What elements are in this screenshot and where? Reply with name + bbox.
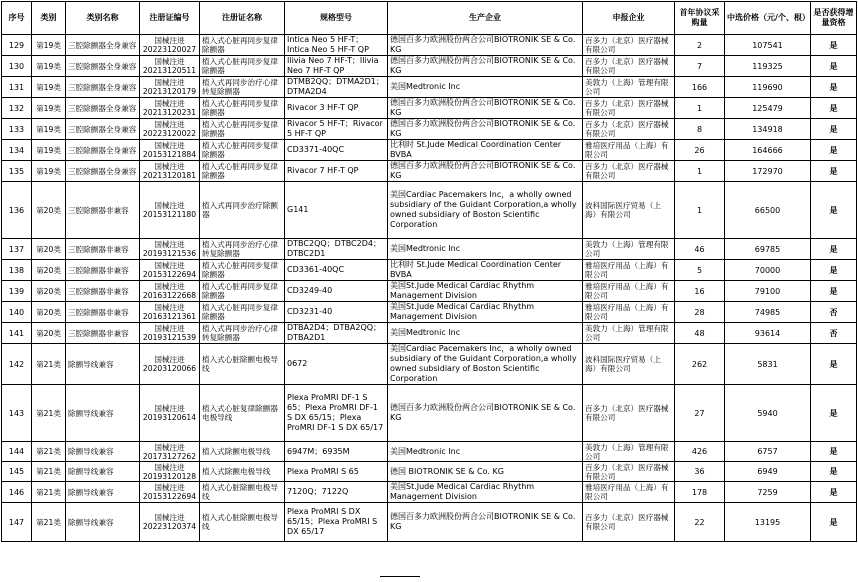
applicant-cell: 美敦力（上海）管理有限公司 (583, 323, 675, 344)
col-category-header: 类别 (32, 2, 66, 35)
category-name-cell: 三腔除颤器非兼容 (66, 302, 140, 323)
qty-cell: 27 (675, 385, 725, 442)
applicant-cell: 雅培医疗用品（上海）有限公司 (583, 140, 675, 161)
increment-cell: 是 (811, 442, 857, 462)
seq-cell: 135 (2, 161, 32, 182)
table-row (2, 302, 857, 323)
col-increment-header: 是否获得增量资格 (811, 2, 857, 35)
category-name-cell: 三腔除颤器全身兼容 (66, 119, 140, 140)
reg-name-cell: 植入式心脏再同步复律除颤器 (200, 56, 285, 77)
table-row (2, 161, 857, 182)
seq-cell: 136 (2, 182, 32, 239)
spec-cell: G141 (285, 182, 388, 239)
price-cell: 107541 (725, 35, 811, 56)
table-row (2, 260, 857, 281)
category-name-cell: 除颤导线兼容 (66, 385, 140, 442)
category-cell: 第21类 (32, 462, 66, 482)
seq-cell: 139 (2, 281, 32, 302)
applicant-cell: 百多力（北京）医疗器械有限公司 (583, 385, 675, 442)
reg-name-cell: 植入式心脏复律除颤器电极导线 (200, 385, 285, 442)
category-cell: 第20类 (32, 323, 66, 344)
seq-cell: 144 (2, 442, 32, 462)
table-row (2, 56, 857, 77)
category-cell: 第19类 (32, 56, 66, 77)
qty-cell: 5 (675, 260, 725, 281)
seq-cell: 134 (2, 140, 32, 161)
reg-name-cell: 植入式除颤电极导线 (200, 462, 285, 482)
spec-cell: Intica Neo 5 HF-T；Intica Neo 5 HF-T QP (285, 35, 388, 56)
applicant-cell: 雅培医疗用品（上海）有限公司 (583, 260, 675, 281)
table-row (2, 140, 857, 161)
qty-cell: 2 (675, 35, 725, 56)
spec-cell: Ilivia Neo 7 HF-T；Ilivia Neo 7 HF-T QP (285, 56, 388, 77)
manufacturer-cell: 德国百多力欧洲股份两合公司BIOTRONIK SE & Co. KG (388, 161, 583, 182)
qty-cell: 166 (675, 77, 725, 98)
category-cell: 第19类 (32, 98, 66, 119)
seq-cell: 141 (2, 323, 32, 344)
increment-cell: 是 (811, 77, 857, 98)
price-cell: 74985 (725, 302, 811, 323)
increment-cell: 是 (811, 161, 857, 182)
spec-cell: DTBA2D4；DTBA2QQ；DTBA2D1 (285, 323, 388, 344)
manufacturer-cell: 比利时 St.Jude Medical Coordination Center BVBA (388, 140, 583, 161)
col-seq-header: 序号 (2, 2, 32, 35)
reg-number-cell: 国械注进 20223120022 (140, 119, 200, 140)
qty-cell: 8 (675, 119, 725, 140)
price-cell: 172970 (725, 161, 811, 182)
applicant-cell: 百多力（北京）医疗器械有限公司 (583, 503, 675, 542)
reg-name-cell: 植入式再同步治疗心律转复除颤器 (200, 239, 285, 260)
price-cell: 5940 (725, 385, 811, 442)
reg-name-cell: 植入式心脏再同步复律除颤器 (200, 140, 285, 161)
reg-name-cell: 植入式心脏再同步复律除颤器 (200, 161, 285, 182)
manufacturer-cell: 德国百多力欧洲股份两合公司BIOTRONIK SE & Co. KG (388, 98, 583, 119)
price-cell: 6949 (725, 462, 811, 482)
reg-name-cell: 植入式再同步治疗心律转复除颤器 (200, 77, 285, 98)
seq-cell: 142 (2, 344, 32, 385)
category-name-cell: 三腔除颤器非兼容 (66, 260, 140, 281)
price-cell: 6757 (725, 442, 811, 462)
header-row (2, 2, 857, 35)
applicant-cell: 百多力（北京）医疗器械有限公司 (583, 98, 675, 119)
category-cell: 第19类 (32, 119, 66, 140)
category-cell: 第20类 (32, 239, 66, 260)
category-cell: 第21类 (32, 385, 66, 442)
price-cell: 5831 (725, 344, 811, 385)
table-row (2, 77, 857, 98)
price-cell: 70000 (725, 260, 811, 281)
table-body (2, 35, 857, 542)
reg-name-cell: 植入式心脏再同步复律除颤器 (200, 281, 285, 302)
table-row (2, 482, 857, 503)
manufacturer-cell: 德国百多力欧洲股份两合公司BIOTRONIK SE & Co. KG (388, 119, 583, 140)
spec-cell: DTMB2QQ；DTMA2D1；DTMA2D4 (285, 77, 388, 98)
applicant-cell: 百多力（北京）医疗器械有限公司 (583, 119, 675, 140)
col-reg-number-header: 注册证编号 (140, 2, 200, 35)
reg-number-cell: 国械注进 20203120066 (140, 344, 200, 385)
category-cell: 第21类 (32, 344, 66, 385)
reg-name-cell: 植入式心脏除颤电极导线 (200, 344, 285, 385)
manufacturer-cell: 美国Medtronic Inc (388, 77, 583, 98)
qty-cell: 1 (675, 182, 725, 239)
reg-number-cell: 国械注进 20213120511 (140, 56, 200, 77)
qty-cell: 7 (675, 56, 725, 77)
table-row (2, 503, 857, 542)
category-name-cell: 三腔除颤器全身兼容 (66, 98, 140, 119)
reg-number-cell: 国械注进 20153122694 (140, 260, 200, 281)
spec-cell: 7120Q；7122Q (285, 482, 388, 503)
reg-name-cell: 植入式再同步治疗除颤器 (200, 182, 285, 239)
increment-cell: 是 (811, 344, 857, 385)
reg-number-cell: 国械注进 20213120181 (140, 161, 200, 182)
increment-cell: 是 (811, 35, 857, 56)
category-cell: 第21类 (32, 503, 66, 542)
table-row (2, 119, 857, 140)
page-break-line (380, 576, 420, 582)
category-name-cell: 三腔除颤器全身兼容 (66, 56, 140, 77)
increment-cell: 是 (811, 140, 857, 161)
applicant-cell: 百多力（北京）医疗器械有限公司 (583, 56, 675, 77)
reg-number-cell: 国械注进 20173127262 (140, 442, 200, 462)
reg-name-cell: 植入式心脏再同步复律除颤器 (200, 98, 285, 119)
procurement-table (1, 1, 857, 542)
qty-cell: 1 (675, 98, 725, 119)
category-name-cell: 三腔除颤器非兼容 (66, 323, 140, 344)
spec-cell: 6947M；6935M (285, 442, 388, 462)
reg-number-cell: 国械注进 20153122694 (140, 482, 200, 503)
category-name-cell: 除颤导线兼容 (66, 442, 140, 462)
applicant-cell: 美敦力（上海）管理有限公司 (583, 77, 675, 98)
increment-cell: 是 (811, 239, 857, 260)
reg-number-cell: 国械注进 20193121536 (140, 239, 200, 260)
price-cell: 164666 (725, 140, 811, 161)
category-cell: 第19类 (32, 140, 66, 161)
reg-number-cell: 国械注进 20193121539 (140, 323, 200, 344)
reg-name-cell: 植入式心脏除颤电极导线 (200, 503, 285, 542)
table-row (2, 323, 857, 344)
reg-name-cell: 植入式心脏再同步复律除颤器 (200, 35, 285, 56)
seq-cell: 145 (2, 462, 32, 482)
table-row (2, 462, 857, 482)
applicant-cell: 百多力（北京）医疗器械有限公司 (583, 462, 675, 482)
category-cell: 第19类 (32, 77, 66, 98)
spec-cell: Rivacor 7 HF-T QP (285, 161, 388, 182)
increment-cell: 是 (811, 182, 857, 239)
col-category-name-header: 类别名称 (66, 2, 140, 35)
col-price-header: 中选价格（元/个、根） (725, 2, 811, 35)
manufacturer-cell: 德国百多力欧洲股份两合公司BIOTRONIK SE & Co. KG (388, 503, 583, 542)
increment-cell: 是 (811, 56, 857, 77)
qty-cell: 426 (675, 442, 725, 462)
table-row (2, 281, 857, 302)
reg-number-cell: 国械注进 20193120614 (140, 385, 200, 442)
price-cell: 66500 (725, 182, 811, 239)
spec-cell: 0672 (285, 344, 388, 385)
seq-cell: 147 (2, 503, 32, 542)
qty-cell: 1 (675, 161, 725, 182)
increment-cell: 是 (811, 462, 857, 482)
col-first-year-qty-header: 首年协议采购量 (675, 2, 725, 35)
reg-name-cell: 植入式再同步治疗心律转复除颤器 (200, 323, 285, 344)
applicant-cell: 波科国际医疗贸易（上海）有限公司 (583, 182, 675, 239)
spec-cell: Plexa ProMRI DF-1 S 65；Plexa ProMRI DF-1 S DX 65/15；Plexa ProMRI DF-1 S DX 65/17 (285, 385, 388, 442)
qty-cell: 28 (675, 302, 725, 323)
seq-cell: 137 (2, 239, 32, 260)
increment-cell: 是 (811, 281, 857, 302)
reg-number-cell: 国械注进 20223120374 (140, 503, 200, 542)
reg-number-cell: 国械注进 20163121361 (140, 302, 200, 323)
category-cell: 第20类 (32, 281, 66, 302)
table-row (2, 344, 857, 385)
table-row (2, 182, 857, 239)
manufacturer-cell: 比利时 St.Jude Medical Coordination Center BVBA (388, 260, 583, 281)
category-name-cell: 除颤导线兼容 (66, 462, 140, 482)
increment-cell: 是 (811, 503, 857, 542)
price-cell: 119690 (725, 77, 811, 98)
seq-cell: 129 (2, 35, 32, 56)
price-cell: 134918 (725, 119, 811, 140)
category-cell: 第20类 (32, 182, 66, 239)
spec-cell: DTBC2QQ；DTBC2D4；DTBC2D1 (285, 239, 388, 260)
table-row (2, 239, 857, 260)
price-cell: 69785 (725, 239, 811, 260)
increment-cell: 否 (811, 323, 857, 344)
seq-cell: 130 (2, 56, 32, 77)
reg-name-cell: 植入式心脏再同步复律除颤器 (200, 260, 285, 281)
applicant-cell: 百多力（北京）医疗器械有限公司 (583, 35, 675, 56)
applicant-cell: 美敦力（上海）管理有限公司 (583, 442, 675, 462)
col-spec-header: 规格型号 (285, 2, 388, 35)
seq-cell: 143 (2, 385, 32, 442)
manufacturer-cell: 美国Medtronic Inc (388, 323, 583, 344)
seq-cell: 140 (2, 302, 32, 323)
increment-cell: 否 (811, 302, 857, 323)
table-row (2, 35, 857, 56)
increment-cell: 是 (811, 260, 857, 281)
applicant-cell: 波科国际医疗贸易（上海）有限公司 (583, 344, 675, 385)
spec-cell: Rivacor 5 HF-T；Rivacor 5 HF-T QP (285, 119, 388, 140)
reg-name-cell: 植入式心脏再同步复律除颤器 (200, 119, 285, 140)
qty-cell: 26 (675, 140, 725, 161)
category-name-cell: 三腔除颤器非兼容 (66, 281, 140, 302)
reg-name-cell: 植入式心脏再同步复律除颤器 (200, 302, 285, 323)
category-name-cell: 三腔除颤器非兼容 (66, 239, 140, 260)
manufacturer-cell: 美国St.Jude Medical Cardiac Rhythm Management Division (388, 281, 583, 302)
seq-cell: 132 (2, 98, 32, 119)
price-cell: 93614 (725, 323, 811, 344)
manufacturer-cell: 美国St.Jude Medical Cardiac Rhythm Management Division (388, 482, 583, 503)
reg-number-cell: 国械注进 20163122668 (140, 281, 200, 302)
spec-cell: CD3231-40 (285, 302, 388, 323)
seq-cell: 133 (2, 119, 32, 140)
qty-cell: 36 (675, 462, 725, 482)
manufacturer-cell: 美国Medtronic Inc (388, 442, 583, 462)
table-row (2, 385, 857, 442)
category-cell: 第19类 (32, 35, 66, 56)
qty-cell: 46 (675, 239, 725, 260)
reg-name-cell: 植入式除颤电极导线 (200, 442, 285, 462)
seq-cell: 146 (2, 482, 32, 503)
manufacturer-cell: 美国Medtronic Inc (388, 239, 583, 260)
spec-cell: CD3371-40QC (285, 140, 388, 161)
manufacturer-cell: 美国St.Jude Medical Cardiac Rhythm Management Division (388, 302, 583, 323)
reg-number-cell: 国械注进 20193120128 (140, 462, 200, 482)
increment-cell: 是 (811, 119, 857, 140)
price-cell: 119325 (725, 56, 811, 77)
seq-cell: 138 (2, 260, 32, 281)
applicant-cell: 雅培医疗用品（上海）有限公司 (583, 281, 675, 302)
category-cell: 第21类 (32, 442, 66, 462)
spec-cell: CD3361-40QC (285, 260, 388, 281)
category-cell: 第21类 (32, 482, 66, 503)
increment-cell: 是 (811, 385, 857, 442)
reg-name-cell: 植入式心脏除颤电极导线 (200, 482, 285, 503)
qty-cell: 48 (675, 323, 725, 344)
category-name-cell: 除颤导线兼容 (66, 344, 140, 385)
price-cell: 125479 (725, 98, 811, 119)
category-name-cell: 三腔除颤器非兼容 (66, 182, 140, 239)
category-name-cell: 三腔除颤器全身兼容 (66, 161, 140, 182)
table-row (2, 98, 857, 119)
category-cell: 第19类 (32, 161, 66, 182)
price-cell: 7259 (725, 482, 811, 503)
category-name-cell: 三腔除颤器全身兼容 (66, 140, 140, 161)
manufacturer-cell: 德国百多力欧洲股份两合公司BIOTRONIK SE & Co. KG (388, 56, 583, 77)
col-reg-name-header: 注册证名称 (200, 2, 285, 35)
col-applicant-header: 申报企业 (583, 2, 675, 35)
reg-number-cell: 国械注进 20213120231 (140, 98, 200, 119)
reg-number-cell: 国械注进 20223120027 (140, 35, 200, 56)
spec-cell: Plexa ProMRI S 65 (285, 462, 388, 482)
price-cell: 13195 (725, 503, 811, 542)
increment-cell: 是 (811, 98, 857, 119)
reg-number-cell: 国械注进 20153121884 (140, 140, 200, 161)
price-cell: 79100 (725, 281, 811, 302)
reg-number-cell: 国械注进 20213120179 (140, 77, 200, 98)
spec-cell: Plexa ProMRI S DX 65/15；Plexa ProMRI S DX 65/17 (285, 503, 388, 542)
applicant-cell: 百多力（北京）医疗器械有限公司 (583, 161, 675, 182)
category-cell: 第20类 (32, 302, 66, 323)
applicant-cell: 雅培医疗用品（上海）有限公司 (583, 482, 675, 503)
reg-number-cell: 国械注进 20153121180 (140, 182, 200, 239)
category-name-cell: 除颤导线兼容 (66, 482, 140, 503)
category-name-cell: 除颤导线兼容 (66, 503, 140, 542)
qty-cell: 178 (675, 482, 725, 503)
applicant-cell: 美敦力（上海）管理有限公司 (583, 239, 675, 260)
applicant-cell: 雅培医疗用品（上海）有限公司 (583, 302, 675, 323)
manufacturer-cell: 美国Cardiac Pacemakers Inc，a wholly owned subsidiary of the Guidant Corporation,a wholly owned subsidiary of Boston Scientific Corporation (388, 182, 583, 239)
manufacturer-cell: 德国百多力欧洲股份两合公司BIOTRONIK SE & Co. KG (388, 385, 583, 442)
col-manufacturer-header: 生产企业 (388, 2, 583, 35)
qty-cell: 22 (675, 503, 725, 542)
category-cell: 第20类 (32, 260, 66, 281)
spec-cell: CD3249-40 (285, 281, 388, 302)
seq-cell: 131 (2, 77, 32, 98)
table-row (2, 442, 857, 462)
qty-cell: 262 (675, 344, 725, 385)
qty-cell: 16 (675, 281, 725, 302)
category-name-cell: 三腔除颤器全身兼容 (66, 35, 140, 56)
manufacturer-cell: 德国百多力欧洲股份两合公司BIOTRONIK SE & Co. KG (388, 35, 583, 56)
manufacturer-cell: 德国 BIOTRONIK SE & Co. KG (388, 462, 583, 482)
category-name-cell: 三腔除颤器全身兼容 (66, 77, 140, 98)
increment-cell: 是 (811, 482, 857, 503)
spec-cell: Rivacor 3 HF-T QP (285, 98, 388, 119)
manufacturer-cell: 美国Cardiac Pacemakers Inc，a wholly owned subsidiary of the Guidant Corporation,a wholly owned subsidiary of Boston Scientific Corporation (388, 344, 583, 385)
